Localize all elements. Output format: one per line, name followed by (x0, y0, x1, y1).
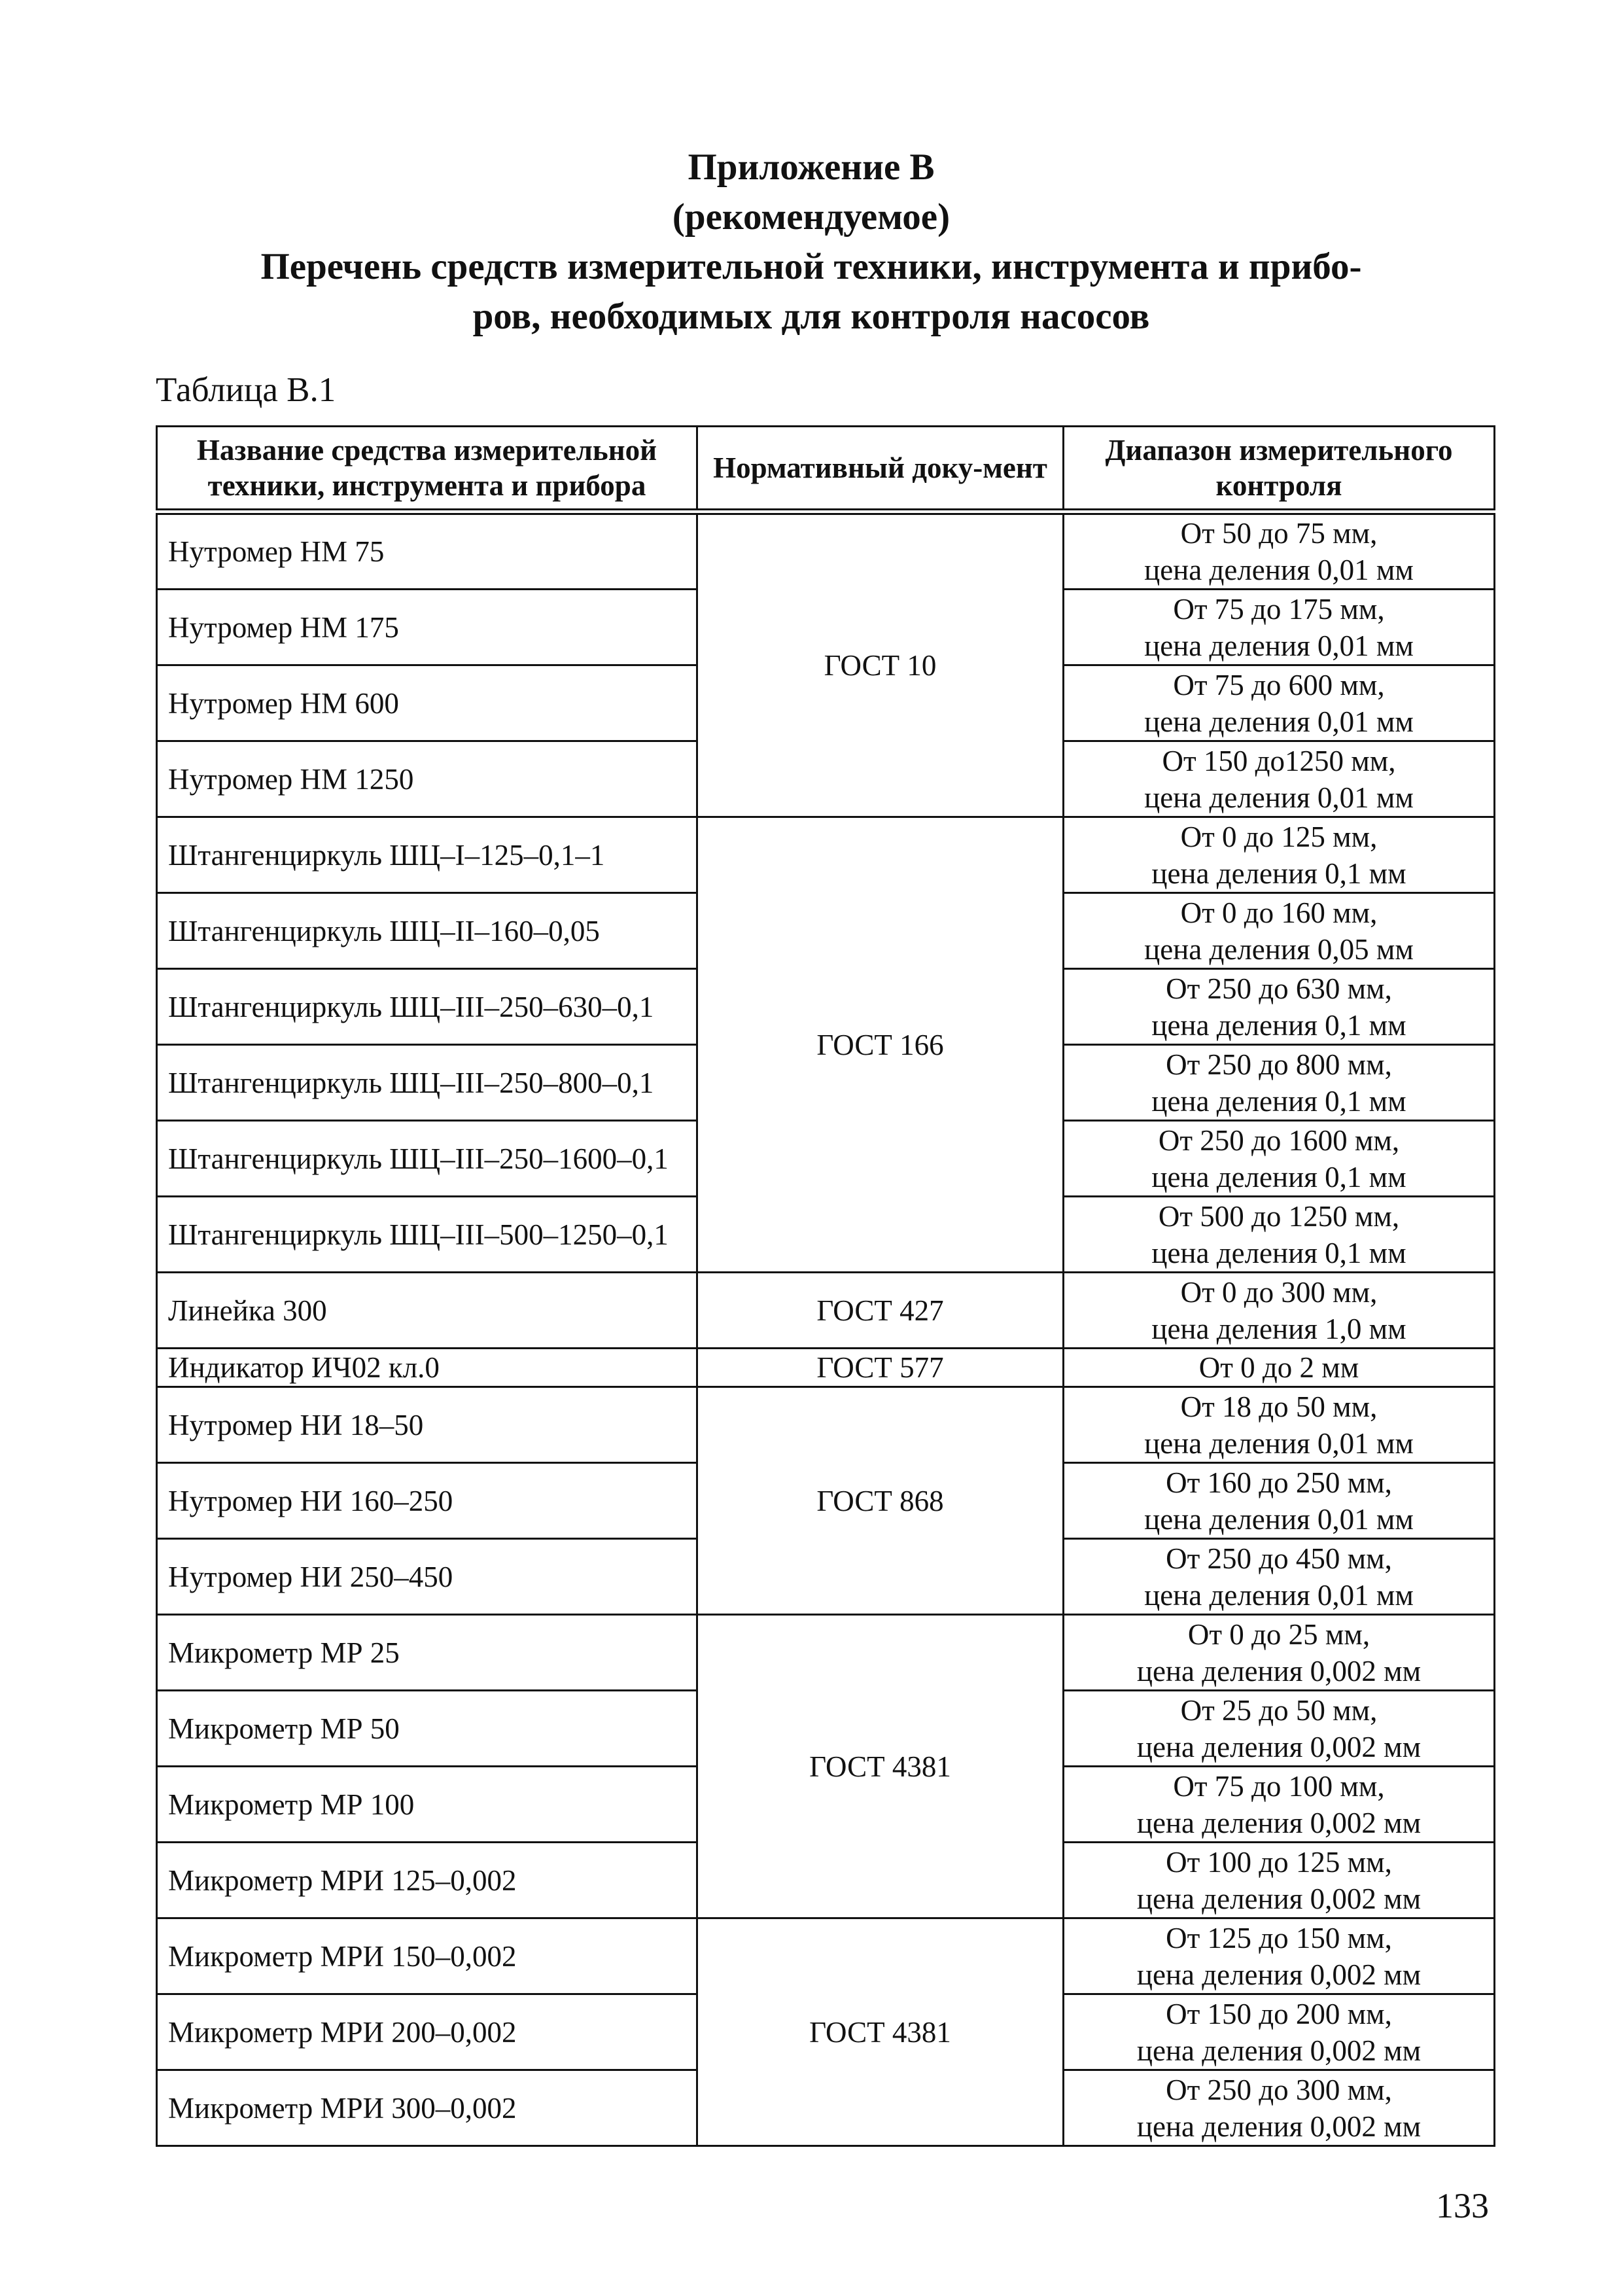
table-row (157, 1615, 1495, 1691)
header-measurement-range: Диапазон измерительного контроля (1064, 427, 1495, 512)
table-row (157, 817, 1495, 893)
instrument-name-cell: Штангенциркуль ШЦ–III–250–800–0,1 (157, 1045, 697, 1121)
scale-division: цена деления 0,1 мм (1151, 1008, 1406, 1042)
measurement-range-cell (1064, 1045, 1495, 1121)
instrument-name-cell: Микрометр МРИ 200–0,002 (157, 1994, 697, 2070)
normative-document-cell: ГОСТ 427 (697, 1273, 1064, 1349)
header-instrument-name: Название средства измерительной техники, инструмента и прибора (157, 427, 697, 512)
table-row (157, 1349, 1495, 1387)
measurement-range-cell (1064, 741, 1495, 817)
table-row (157, 1273, 1495, 1349)
normative-document-cell: ГОСТ 577 (697, 1349, 1064, 1387)
measurement-range-cell (1064, 1918, 1495, 1994)
measurement-range-cell (1064, 1197, 1495, 1273)
scale-division: цена деления 0,002 мм (1136, 1730, 1422, 1763)
range-limits: От 250 до 1600 мм, (1158, 1123, 1400, 1157)
scale-division: цена деления 0,01 мм (1144, 554, 1414, 586)
range-limits: От 125 до 150 мм, (1166, 1921, 1392, 1954)
measurement-range-cell (1064, 1349, 1495, 1387)
scale-division: цена деления 0,01 мм (1144, 1578, 1414, 1612)
instrument-name-cell: Индикатор ИЧ02 кл.0 (157, 1349, 697, 1387)
table-row (157, 512, 1495, 590)
instrument-name-cell: Микрометр МРИ 125–0,002 (157, 1843, 697, 1918)
instrument-name-cell: Микрометр МРИ 150–0,002 (157, 1918, 697, 1994)
range-limits: От 0 до 300 мм, (1180, 1275, 1378, 1309)
range-limits: От 500 до 1250 мм, (1158, 1199, 1400, 1233)
scale-division: цена деления 0,01 мм (1144, 1502, 1414, 1536)
instrument-name-cell: Штангенциркуль ШЦ–III–500–1250–0,1 (157, 1197, 697, 1273)
instrument-name-cell: Микрометр МР 50 (157, 1691, 697, 1767)
normative-document-cell: ГОСТ 868 (697, 1387, 1064, 1615)
instruments-table (156, 425, 1495, 2147)
instrument-name-cell: Нутромер НМ 1250 (157, 741, 697, 817)
range-limits: От 75 до 175 мм, (1173, 592, 1385, 626)
appendix-subtitle: (рекомендуемое) (672, 196, 951, 238)
table-row (157, 1387, 1495, 1463)
instrument-name-cell: Линейка 300 (157, 1273, 697, 1349)
scale-division: цена деления 1,0 мм (1151, 1312, 1406, 1345)
instrument-name-cell: Штангенциркуль ШЦ–II–160–0,05 (157, 893, 697, 969)
scale-division: цена деления 0,01 мм (1144, 781, 1414, 814)
instrument-name-cell: Штангенциркуль ШЦ–I–125–0,1–1 (157, 817, 697, 893)
range-limits: От 250 до 300 мм, (1166, 2073, 1392, 2106)
normative-document-cell: ГОСТ 4381 (697, 1615, 1064, 1918)
table-header (157, 427, 1495, 512)
scale-division: цена деления 0,002 мм (1136, 1882, 1422, 1915)
range-limits: От 0 до 160 мм, (1180, 896, 1378, 929)
measurement-range-cell (1064, 512, 1495, 590)
scale-division: цена деления 0,01 мм (1144, 629, 1414, 662)
table-header-row (157, 427, 1495, 512)
measurement-range-cell (1064, 1615, 1495, 1691)
appendix-title: Приложение В (688, 147, 935, 188)
normative-document-cell: ГОСТ 4381 (697, 1918, 1064, 2146)
scale-division: цена деления 0,002 мм (1136, 2110, 1422, 2143)
appendix-description-line-1: Перечень средств измерительной техники, инструмента и прибо- (260, 246, 1362, 287)
header-normative-document: Нормативный доку-мент (697, 427, 1064, 512)
instrument-name-cell: Нутромер НИ 250–450 (157, 1539, 697, 1615)
range-limits: От 18 до 50 мм, (1180, 1390, 1378, 1423)
range-limits: От 75 до 100 мм, (1173, 1769, 1385, 1803)
measurement-range-cell (1064, 1691, 1495, 1767)
scale-division: цена деления 0,002 мм (1136, 1806, 1422, 1839)
instrument-name-cell: Нутромер НМ 175 (157, 590, 697, 665)
range-limits: От 75 до 600 мм, (1173, 668, 1385, 701)
scale-division: цена деления 0,002 мм (1136, 2034, 1422, 2067)
instrument-name-cell: Нутромер НМ 600 (157, 665, 697, 741)
scale-division: цена деления 0,01 мм (1144, 1426, 1414, 1460)
measurement-range-cell (1064, 1994, 1495, 2070)
instrument-name-cell: Микрометр МР 25 (157, 1615, 697, 1691)
measurement-range-cell (1064, 1767, 1495, 1843)
scale-division: цена деления 0,01 мм (1144, 705, 1414, 738)
scale-division: цена деления 0,1 мм (1151, 857, 1406, 890)
instrument-name-cell: Штангенциркуль ШЦ–III–250–1600–0,1 (157, 1121, 697, 1197)
instrument-name-cell: Нутромер НИ 160–250 (157, 1463, 697, 1539)
measurement-range-cell (1064, 893, 1495, 969)
scale-division: цена деления 0,1 мм (1151, 1084, 1406, 1118)
range-limits: От 0 до 125 мм, (1180, 820, 1378, 853)
range-limits: От 250 до 450 мм, (1166, 1542, 1392, 1575)
normative-document-cell: ГОСТ 10 (697, 512, 1064, 817)
instrument-name-cell: Нутромер НИ 18–50 (157, 1387, 697, 1463)
range-limits: От 150 до 200 мм, (1166, 1997, 1392, 2030)
appendix-heading (131, 143, 1492, 342)
range-limits: От 0 до 2 мм (1198, 1351, 1359, 1384)
instrument-name-cell: Штангенциркуль ШЦ–III–250–630–0,1 (157, 969, 697, 1045)
range-limits: От 0 до 25 мм, (1187, 1617, 1370, 1651)
measurement-range-cell (1064, 590, 1495, 665)
range-limits: От 250 до 800 мм, (1166, 1048, 1392, 1081)
scale-division: цена деления 0,1 мм (1151, 1160, 1406, 1193)
measurement-range-cell (1064, 1843, 1495, 1918)
measurement-range-cell (1064, 1121, 1495, 1197)
measurement-range-cell (1064, 2070, 1495, 2146)
scale-division: цена деления 0,1 мм (1151, 1236, 1406, 1269)
measurement-range-cell (1064, 969, 1495, 1045)
measurement-range-cell (1064, 665, 1495, 741)
range-limits: От 50 до 75 мм, (1180, 517, 1378, 550)
instrument-name-cell: Нутромер НМ 75 (157, 512, 697, 590)
scale-division: цена деления 0,002 мм (1136, 1654, 1422, 1687)
measurement-range-cell (1064, 1539, 1495, 1615)
instrument-name-cell: Микрометр МРИ 300–0,002 (157, 2070, 697, 2146)
table-body (157, 512, 1495, 2146)
appendix-description-line-2: ров, необходимых для контроля насосов (472, 296, 1150, 337)
range-limits: От 160 до 250 мм, (1166, 1466, 1392, 1499)
page-number: 133 (1436, 2186, 1489, 2225)
range-limits: От 25 до 50 мм, (1180, 1693, 1378, 1727)
range-limits: От 150 до1250 мм, (1162, 744, 1396, 777)
normative-document-cell: ГОСТ 166 (697, 817, 1064, 1273)
scale-division: цена деления 0,05 мм (1144, 932, 1414, 966)
measurement-range-cell (1064, 1463, 1495, 1539)
table-caption: Таблица В.1 (156, 371, 336, 409)
instrument-name-cell: Микрометр МР 100 (157, 1767, 697, 1843)
range-limits: От 100 до 125 мм, (1166, 1845, 1392, 1879)
measurement-range-cell (1064, 817, 1495, 893)
measurement-range-cell (1064, 1387, 1495, 1463)
scale-division: цена деления 0,002 мм (1136, 1958, 1422, 1991)
table-row (157, 1918, 1495, 1994)
measurement-range-cell (1064, 1273, 1495, 1349)
range-limits: От 250 до 630 мм, (1166, 972, 1392, 1005)
